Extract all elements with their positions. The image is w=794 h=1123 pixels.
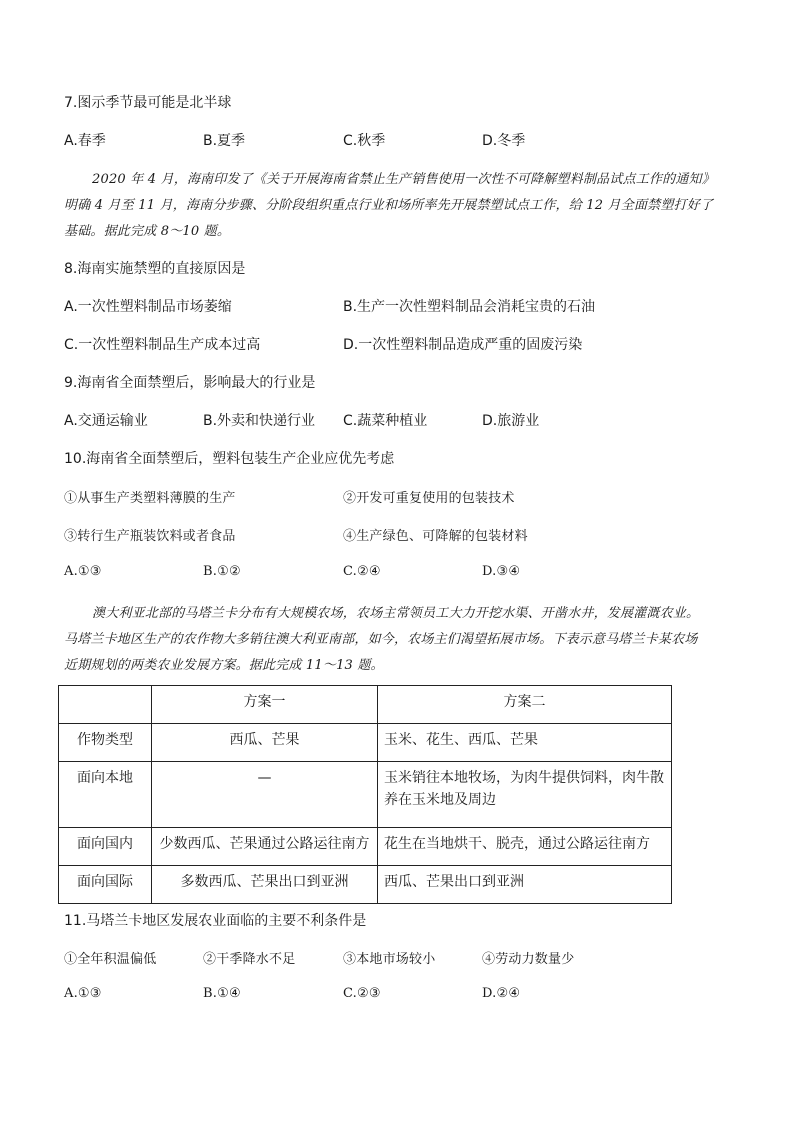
- table-cell-plan1: 少数西瓜、芒果通过公路运往南方: [152, 828, 378, 866]
- q10-stem: 10.海南省全面禁塑后，塑料包装生产企业应优先考虑: [64, 451, 395, 467]
- table-row-label: 作物类型: [59, 724, 152, 762]
- q11-option-a: A.①③: [64, 986, 102, 1001]
- passage1-line-1: 2020 年 4 月，海南印发了《关于开展海南省禁止生产销售使用一次性不可降解塑料制品试点工作的通知》: [92, 172, 715, 187]
- table-header-blank: [59, 686, 152, 724]
- table-cell-plan2: 玉米、花生、西瓜、芒果: [378, 724, 672, 762]
- table-row-label: 面向本地: [59, 762, 152, 828]
- table-header-plan2: 方案二: [378, 686, 672, 724]
- q11-statement-4: ④劳动力数量少: [482, 952, 575, 967]
- passage2-line-3: 近期规划的两类农业发展方案。据此完成 11～13 题。: [64, 658, 384, 673]
- q7-option-a: A.春季: [64, 133, 106, 149]
- q7-option-d: D.冬季: [482, 133, 526, 149]
- q11-option-d: D.②④: [482, 986, 521, 1001]
- q11-option-b: B.①④: [203, 986, 241, 1001]
- q10-option-d: D.③④: [482, 564, 521, 579]
- table-header-plan1: 方案一: [152, 686, 378, 724]
- q10-statement-3: ③转行生产瓶装饮料或者食品: [64, 529, 236, 544]
- q9-option-b: B.外卖和快递行业: [203, 413, 316, 429]
- q8-option-d: D.一次性塑料制品造成严重的固废污染: [343, 337, 583, 353]
- passage2-line-2: 马塔兰卡地区生产的农作物大多销往澳大利亚南部，如今，农场主们渴望拓展市场。下表示意马塔兰卡某农场: [64, 632, 698, 647]
- table-cell-plan2: 花生在当地烘干、脱壳，通过公路运往南方: [378, 828, 672, 866]
- q11-statement-1: ①全年积温偏低: [64, 952, 157, 967]
- passage2-line-1: 澳大利亚北部的马塔兰卡分布有大规模农场，农场主常领员工大力开挖水渠、开凿水井，发展灌溉农业。: [92, 606, 700, 621]
- table-cell-plan2: 玉米销往本地牧场，为肉牛提供饲料，肉牛散养在玉米地及周边: [378, 762, 672, 828]
- table-row: [59, 724, 672, 762]
- q9-option-c: C.蔬菜种植业: [343, 413, 428, 429]
- q10-statement-2: ②开发可重复使用的包装技术: [343, 491, 515, 506]
- q11-option-c: C.②③: [343, 986, 381, 1001]
- q7-option-b: B.夏季: [203, 133, 246, 149]
- passage1-line-2: 明确 4 月至 11 月，海南分步骤、分阶段组织重点行业和场所率先开展禁塑试点工作，给 12 月全面禁塑打好了: [64, 198, 714, 213]
- table-cell-plan1: 西瓜、芒果: [152, 724, 378, 762]
- q7-option-c: C.秋季: [343, 133, 386, 149]
- table-row: [59, 762, 672, 828]
- q8-stem: 8.海南实施禁塑的直接原因是: [64, 261, 246, 277]
- q11-stem: 11.马塔兰卡地区发展农业面临的主要不利条件是: [64, 913, 367, 929]
- farm-plan-table: [58, 685, 672, 904]
- table-row: [59, 828, 672, 866]
- q10-option-a: A.①③: [64, 564, 102, 579]
- q10-option-c: C.②④: [343, 564, 381, 579]
- table-row-label: 面向国际: [59, 866, 152, 904]
- table-header-row: [59, 686, 672, 724]
- q9-option-d: D.旅游业: [482, 413, 540, 429]
- q11-statement-2: ②干季降水不足: [203, 952, 296, 967]
- q8-option-b: B.生产一次性塑料制品会消耗宝贵的石油: [343, 299, 596, 315]
- q10-option-b: B.①②: [203, 564, 241, 579]
- passage1-line-3: 基础。据此完成 8～10 题。: [64, 224, 231, 239]
- q10-statement-4: ④生产绿色、可降解的包装材料: [343, 529, 528, 544]
- q8-option-c: C.一次性塑料制品生产成本过高: [64, 337, 261, 353]
- q8-option-a: A.一次性塑料制品市场萎缩: [64, 299, 232, 315]
- table-row-label: 面向国内: [59, 828, 152, 866]
- table-cell-plan1: —: [152, 762, 378, 828]
- q11-statement-3: ③本地市场较小: [343, 952, 436, 967]
- table-cell-plan1: 多数西瓜、芒果出口到亚洲: [152, 866, 378, 904]
- q9-option-a: A.交通运输业: [64, 413, 148, 429]
- q9-stem: 9.海南省全面禁塑后，影响最大的行业是: [64, 375, 316, 391]
- table-row: [59, 866, 672, 904]
- q10-statement-1: ①从事生产类塑料薄膜的生产: [64, 491, 236, 506]
- table-cell-plan2: 西瓜、芒果出口到亚洲: [378, 866, 672, 904]
- q7-stem: 7.图示季节最可能是北半球: [64, 95, 232, 111]
